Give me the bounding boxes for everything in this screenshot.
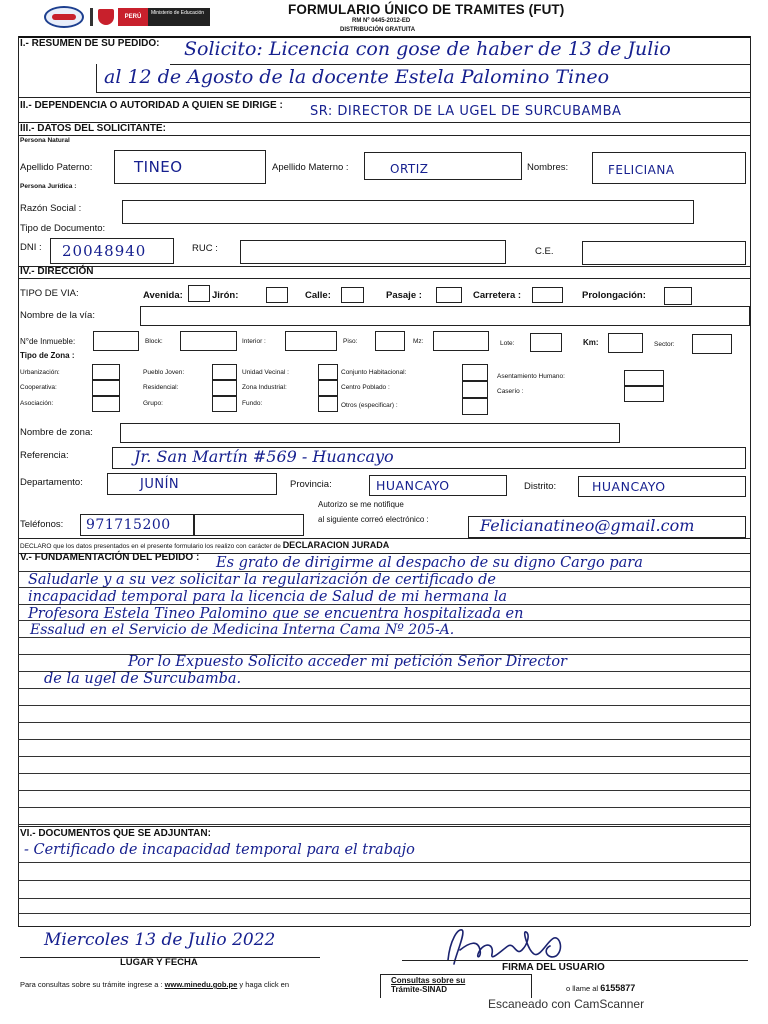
referencia-value: Jr. San Martín #569 - Huancayo <box>134 447 394 466</box>
section-1-bottom <box>18 97 750 98</box>
resumen-line-1: Solicito: Licencia con gose de haber de 13 de Julio <box>184 38 671 60</box>
section-5-title: V.- FUNDAMENTACIÓN DEL PEDIDO : <box>20 552 200 563</box>
ruc-label: RUC : <box>192 243 218 254</box>
fund-rule-11 <box>18 739 750 740</box>
consulta-text-2: y haga click en <box>239 980 290 989</box>
form-title: FORMULARIO ÚNICO DE TRAMITES (FUT) <box>288 2 565 17</box>
dni-label: DNI : <box>20 242 42 253</box>
lugar-fecha-label: LUGAR Y FECHA <box>120 957 198 968</box>
via-prolongacion-checkbox[interactable] <box>664 287 692 305</box>
apellido-materno-field[interactable] <box>364 152 522 180</box>
razon-social-field[interactable] <box>122 200 694 224</box>
zona-unidad-vecinal-label: Unidad Vecinal : <box>242 369 289 376</box>
departamento-label: Departamento: <box>20 477 83 488</box>
referencia-label: Referencia: <box>20 450 69 461</box>
telefono-value: 971715200 <box>86 517 171 533</box>
zona-industrial-label: Zona Industrial: <box>242 384 287 391</box>
firma-underline <box>402 960 748 961</box>
nombre-via-label: Nombre de la vía: <box>20 310 95 321</box>
fecha-value: Miercoles 13 de Julio 2022 <box>44 930 276 950</box>
telefonos-label: Teléfonos: <box>20 519 64 530</box>
declaro-top-rule <box>18 538 750 539</box>
piso-field[interactable] <box>375 331 405 351</box>
minedu-link[interactable]: www.minedu.gob.pe <box>164 980 238 989</box>
resumen-line-2: al 12 de Agosto de la docente Estela Palomino Tineo <box>104 66 610 88</box>
consultas-sinad-box[interactable] <box>380 974 532 998</box>
km-field[interactable] <box>608 333 643 353</box>
interior-field[interactable] <box>285 331 337 351</box>
section-4-top-rule <box>18 278 750 279</box>
zona-urbanizacion-label: Urbanización: <box>20 369 60 376</box>
lote-label: Lote: <box>500 340 515 347</box>
inmueble-field[interactable] <box>93 331 139 351</box>
fund-line-2: Saludarle y a su vez solicitar la regularización de certificado de <box>28 572 497 588</box>
documento-adjunto: - Certificado de incapacidad temporal para el trabajo <box>24 842 415 858</box>
fund-line-1: Es grato de dirigirme al despacho de su digno Cargo para <box>216 555 643 571</box>
resumen-rule-2 <box>96 92 750 93</box>
section-6-top-rule <box>18 826 750 827</box>
zona-conjunto-checkbox[interactable] <box>462 364 488 381</box>
lote-field[interactable] <box>530 333 562 352</box>
phone-line <box>566 983 635 993</box>
fund-rule-9 <box>18 705 750 706</box>
zona-pueblo-joven-label: Pueblo Joven: <box>143 369 185 376</box>
via-calle-checkbox[interactable] <box>341 287 364 303</box>
peru-shield-icon <box>98 9 114 25</box>
distrito-value: HUANCAYO <box>592 479 666 494</box>
zona-caserio-checkbox[interactable] <box>624 386 664 402</box>
resumen-rule-1 <box>170 64 750 65</box>
distrito-label: Distrito: <box>524 481 557 492</box>
provincia-value: HUANCAYO <box>376 478 450 493</box>
via-avenida-checkbox[interactable] <box>188 285 210 302</box>
zona-residencial-checkbox[interactable] <box>212 380 237 396</box>
header-divider <box>90 8 93 26</box>
via-avenida-label: Avenida: <box>143 290 183 301</box>
frame-left-line <box>18 36 19 926</box>
piso-label: Piso: <box>343 338 358 345</box>
declaro-small-text: DECLARO que los datos presentados en el presente formulario los realizo con carácter de <box>20 543 281 550</box>
zona-caserio-label: Caserío : <box>497 388 524 395</box>
tipo-zona-label: Tipo de Zona : <box>20 351 75 360</box>
resumen-indent-line <box>96 64 97 92</box>
zona-fundo-checkbox[interactable] <box>318 396 338 412</box>
consultas-box-line-1: Consultas sobre su <box>391 976 466 985</box>
zona-conjunto-label: Conjunto Habitacional: <box>341 369 407 376</box>
section-3-title: III.- DATOS DEL SOLICITANTE: <box>20 123 166 134</box>
frame-right-line <box>750 36 751 926</box>
sector-label: Sector: <box>654 341 675 348</box>
mz-field[interactable] <box>433 331 489 351</box>
mz-label: Mz: <box>413 338 424 345</box>
zona-otros-label: Otros (especificar) : <box>341 402 398 409</box>
interior-label: Interior : <box>242 338 266 345</box>
apellido-paterno-label: Apellido Paterno: <box>20 162 93 173</box>
via-carretera-label: Carretera : <box>473 290 522 301</box>
fund-rule-8 <box>18 688 750 689</box>
form-resolution: RM Nº 0445-2012-ED <box>352 18 411 24</box>
dependencia-value: SR: DIRECTOR DE LA UGEL DE SURCUBAMBA <box>310 104 622 119</box>
apellido-paterno-value: TINEO <box>134 158 183 176</box>
fund-line-3: incapacidad temporal para la licencia de Salud de mi hermana la <box>28 589 508 605</box>
block-label: Block: <box>145 338 163 345</box>
nombres-label: Nombres: <box>527 162 569 173</box>
zona-residencial-label: Residencial: <box>143 384 179 391</box>
via-carretera-checkbox[interactable] <box>532 287 563 303</box>
via-prolongacion-label: Prolongación: <box>582 290 646 301</box>
fund-line-5: Essalud en el Servicio de Medicina Interna Cama Nº 205-A. <box>30 622 455 638</box>
email-value: Felicianatineo@gmail.com <box>480 516 695 535</box>
tipo-via-label: TIPO DE VIA: <box>20 288 79 299</box>
fund-rule-12 <box>18 756 750 757</box>
departamento-value: JUNÍN <box>140 477 180 492</box>
zona-urbanizacion-checkbox[interactable] <box>92 364 120 380</box>
fund-rule-16 <box>18 824 750 825</box>
ruc-field[interactable] <box>240 240 506 264</box>
zona-centro-poblado-checkbox[interactable] <box>462 381 488 398</box>
section-6-title: VI.- DOCUMENTOS QUE SE ADJUNTAN: <box>20 828 211 839</box>
consulta-line <box>20 980 289 989</box>
section-3-top-rule <box>18 135 750 136</box>
zona-asentamiento-checkbox[interactable] <box>624 370 664 386</box>
section-3-bottom <box>18 266 750 267</box>
frame-bottom-line <box>18 926 750 927</box>
autorizo-line-2: al siguiente correó electrónico : <box>318 515 429 524</box>
fund-line-7: Por lo Expuesto Solicito acceder mi petición Señor Director <box>128 654 567 670</box>
section-2-title: II.- DEPENDENCIA O AUTORIDAD A QUIEN SE DIRIGE : <box>20 100 283 111</box>
inmueble-label: N°de Inmueble: <box>20 337 76 346</box>
phone-text: o llame al <box>566 984 599 993</box>
zona-cooperativa-checkbox[interactable] <box>92 380 120 396</box>
zona-pueblo-joven-checkbox[interactable] <box>212 364 237 380</box>
peru-brand-box: PERÚ <box>118 8 148 26</box>
doc-rule-4 <box>18 913 750 914</box>
zona-industrial-checkbox[interactable] <box>318 380 338 396</box>
doc-rule-3 <box>18 898 750 899</box>
fund-rule-10 <box>18 722 750 723</box>
apellido-materno-value: ORTIZ <box>390 162 429 176</box>
camscanner-watermark: Escaneado con CamScanner <box>488 997 645 1011</box>
nombres-value: FELICIANA <box>608 163 675 177</box>
tipo-documento-label: Tipo de Documento: <box>20 223 106 234</box>
declaro-bold-text: DECLARACION JURADA <box>282 540 390 550</box>
zona-grupo-label: Grupo: <box>143 400 163 407</box>
sector-field[interactable] <box>692 334 732 354</box>
zona-centro-poblado-label: Centro Poblado : <box>341 384 390 391</box>
departamento-field[interactable] <box>107 473 277 495</box>
zona-asentamiento-label: Asentamiento Humano: <box>497 373 565 380</box>
minedu-logo <box>44 6 84 28</box>
via-pasaje-label: Pasaje : <box>386 290 422 301</box>
fund-rule-13 <box>18 773 750 774</box>
consultas-box-line-2: Trámite-SINAD <box>391 985 448 994</box>
consulta-text: Para consultas sobre su trámite ingrese a : <box>20 980 163 989</box>
via-jiron-label: Jirón: <box>212 290 239 301</box>
fund-rule-14 <box>18 790 750 791</box>
fund-line-4: Profesora Estela Tineo Palomino que se encuentra hospitalizada en <box>28 606 524 622</box>
nombre-zona-label: Nombre de zona: <box>20 427 93 438</box>
apellido-materno-label: Apellido Materno : <box>272 162 349 173</box>
autorizo-line-1: Autorizo se me notifique <box>318 500 404 509</box>
phone-number: 6155877 <box>600 983 636 993</box>
form-distribution: DISTRIBUCIÓN GRATUITA <box>340 27 416 33</box>
fund-rule-15 <box>18 807 750 808</box>
section-1-title: I.- RESUMEN DE SU PEDIDO: <box>20 38 160 49</box>
zona-cooperativa-label: Cooperativa: <box>20 384 57 391</box>
via-jiron-checkbox[interactable] <box>266 287 288 303</box>
nombre-zona-field[interactable] <box>120 423 620 443</box>
doc-rule-2 <box>18 880 750 881</box>
doc-rule-1 <box>18 862 750 863</box>
km-label: Km: <box>583 338 599 347</box>
persona-juridica-label: Persona Jurídica : <box>20 183 77 190</box>
firma-label: FIRMA DEL USUARIO <box>502 962 605 973</box>
dni-value: 20048940 <box>62 242 147 260</box>
telefono-2-field[interactable] <box>194 514 304 536</box>
via-pasaje-checkbox[interactable] <box>436 287 462 303</box>
ce-field[interactable] <box>582 241 746 265</box>
zona-unidad-vecinal-checkbox[interactable] <box>318 364 338 380</box>
zona-fundo-label: Fundo: <box>242 400 263 407</box>
zona-grupo-checkbox[interactable] <box>212 396 237 412</box>
zona-asociacion-label: Asociación: <box>20 400 54 407</box>
zona-asociacion-checkbox[interactable] <box>92 396 120 412</box>
block-field[interactable] <box>180 331 237 351</box>
declaro-text <box>20 540 389 550</box>
razon-social-label: Razón Social : <box>20 203 82 214</box>
nombre-via-field[interactable] <box>140 306 750 326</box>
section-4-title: IV.- DIRECCIÓN <box>20 266 94 277</box>
provincia-label: Provincia: <box>290 479 332 490</box>
persona-natural-label: Persona Natural <box>20 137 70 144</box>
ministry-label: Ministerio de Educación <box>148 8 210 26</box>
ce-label: C.E. <box>535 246 554 257</box>
via-calle-label: Calle: <box>305 290 331 301</box>
zona-otros-checkbox[interactable] <box>462 398 488 415</box>
fund-line-8: de la ugel de Surcubamba. <box>44 671 242 687</box>
